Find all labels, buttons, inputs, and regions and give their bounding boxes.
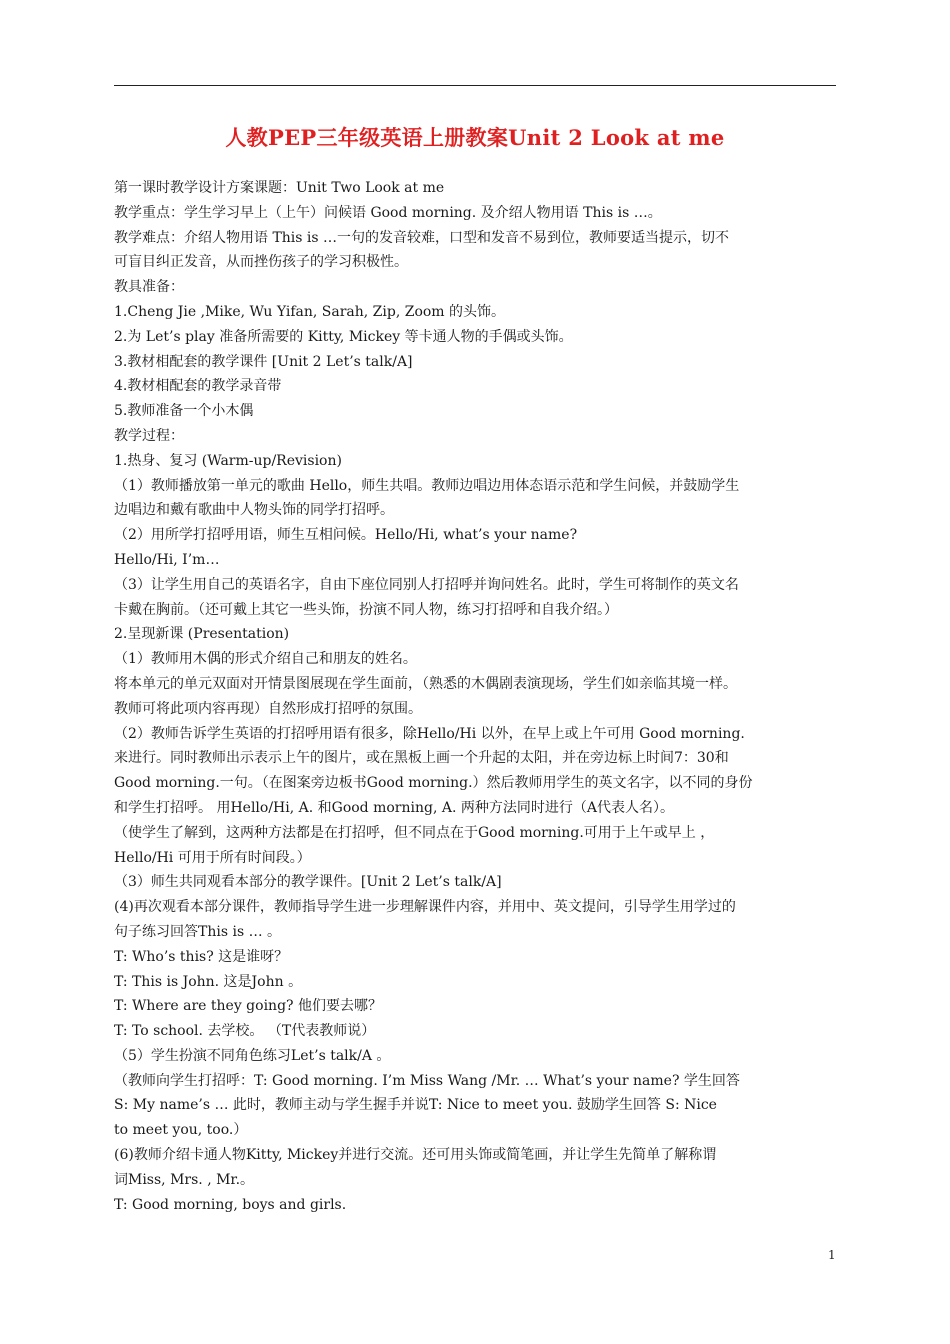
text-line: 3.教材相配套的教学课件 [Unit 2 Let’s talk/A] <box>114 353 413 370</box>
header-rule <box>114 85 836 86</box>
text-line: 教师可将此项内容再现）自然形成打招呼的氛围。 <box>114 700 422 717</box>
text-line: Good morning.一句。（在图案旁边板书Good morning.）然后教师用学生的英文名字，以不同的身份 <box>114 775 753 792</box>
text-line: T: Where are they going? 他们要去哪？ <box>114 998 382 1015</box>
text-line: to meet you, too.） <box>114 1122 248 1139</box>
text-line: 1.热身、复习 (Warm-up/Revision) <box>114 452 342 469</box>
text-line: 教学过程： <box>114 427 184 444</box>
text-line: 边唱边和戴有歌曲中人物头饰的同学打招呼。 <box>114 502 394 519</box>
text-line: （使学生了解到，这两种方法都是在打招呼，但不同点在于Good morning.可用于上午或早上 ， <box>114 824 715 841</box>
text-line: S: My name’s … 此时，教师主动与学生握手并说T: Nice to meet you. 鼓励学生回答 S: Nice <box>114 1097 717 1114</box>
text-line: (6)教师介绍卡通人物Kitty, Mickey并进行交流。还可用头饰或简笔画，并让学生先简单了解称谓 <box>114 1147 717 1164</box>
text-line: 可盲目纠正发音，从而挫伤孩子的学习积极性。 <box>114 254 408 271</box>
text-line: Hello/Hi 可用于所有时间段。） <box>114 849 311 866</box>
text-line: T: This is John. 这是John 。 <box>114 973 303 990</box>
text-line: （教师向学生打招呼：T: Good morning. I’m Miss Wang /Mr. … What’s your name? 学生回答 <box>114 1072 740 1089</box>
text-line: 第一课时教学设计方案课题：Unit Two Look at me <box>114 180 445 196</box>
text-line: 卡戴在胸前。（还可戴上其它一些头饰，扮演不同人物，练习打招呼和自我介绍。） <box>114 601 618 618</box>
text-line: 教学重点：学生学习早上（上午）问候语 Good morning. 及介绍人物用语 This is …。 <box>114 204 662 221</box>
text-line: 和学生打招呼。 用Hello/Hi, A. 和Good morning, A. 两种方法同时进行（A代表人名）。 <box>114 799 674 816</box>
text-line: （5）学生扮演不同角色练习Let’s talk/A 。 <box>114 1047 391 1064</box>
text-line: 2.呈现新课 (Presentation) <box>114 626 290 643</box>
document-body <box>114 176 842 1217</box>
text-line: 教学难点：介绍人物用语 This is …一句的发音较难，口型和发音不易到位，教师要适当提示，切不 <box>114 229 730 246</box>
text-line: （2）教师告诉学生英语的打招呼用语有很多，除Hello/Hi 以外，在早上或上午可用 Good morning. <box>114 725 745 742</box>
text-line: T: Good morning, boys and girls. <box>114 1196 347 1213</box>
text-line: 教具准备： <box>114 279 184 296</box>
text-line: Hello/Hi, I’m… <box>114 551 220 568</box>
text-line: （1）教师播放第一单元的歌曲 Hello，师生共唱。教师边唱边用体态语示范和学生问候，并鼓励学生 <box>114 477 740 494</box>
text-line: (4)再次观看本部分课件，教师指导学生进一步理解课件内容，并用中、英文提问，引导学生用学过的 <box>114 899 736 916</box>
text-line: 将本单元的单元双面对开情景图展现在学生面前，（熟悉的木偶剧表演现场，学生们如亲临其境一样。 <box>114 675 737 692</box>
text-line: 2.为 Let’s play 准备所需要的 Kitty, Mickey 等卡通人物的手偶或头饰。 <box>114 328 573 345</box>
page-number: 1 <box>828 1248 836 1262</box>
text-line: T: To school. 去学校。 （T代表教师说） <box>114 1023 376 1040</box>
text-line: 来进行。同时教师出示表示上午的图片，或在黑板上画一个升起的太阳，并在旁边标上时间7：30和 <box>114 750 729 767</box>
text-line: （2）用所学打招呼用语，师生互相问候。Hello/Hi, what’s your name? <box>114 527 578 544</box>
text-line: 4.教材相配套的教学录音带 <box>114 378 282 395</box>
text-line: T: Who’s this? 这是谁呀？ <box>114 948 289 965</box>
document-title: 人教PEP三年级英语上册教案Unit 2 Look at me <box>225 125 725 150</box>
text-line: （3）让学生用自己的英语名字，自由下座位同别人打招呼并询问姓名。此时，学生可将制作的英文名 <box>114 576 739 593</box>
text-line: （1）教师用木偶的形式介绍自己和朋友的姓名。 <box>114 651 417 668</box>
text-line: 5.教师准备一个小木偶 <box>114 403 254 420</box>
text-line: 句子练习回答This is … 。 <box>114 923 282 940</box>
text-line: 1.Cheng Jie ,Mike, Wu Yifan, Sarah, Zip, Zoom 的头饰。 <box>114 303 506 320</box>
text-line: （3）师生共同观看本部分的教学课件。[Unit 2 Let’s talk/A] <box>114 874 502 891</box>
text-line: 词Miss, Mrs. , Mr.。 <box>114 1171 255 1188</box>
